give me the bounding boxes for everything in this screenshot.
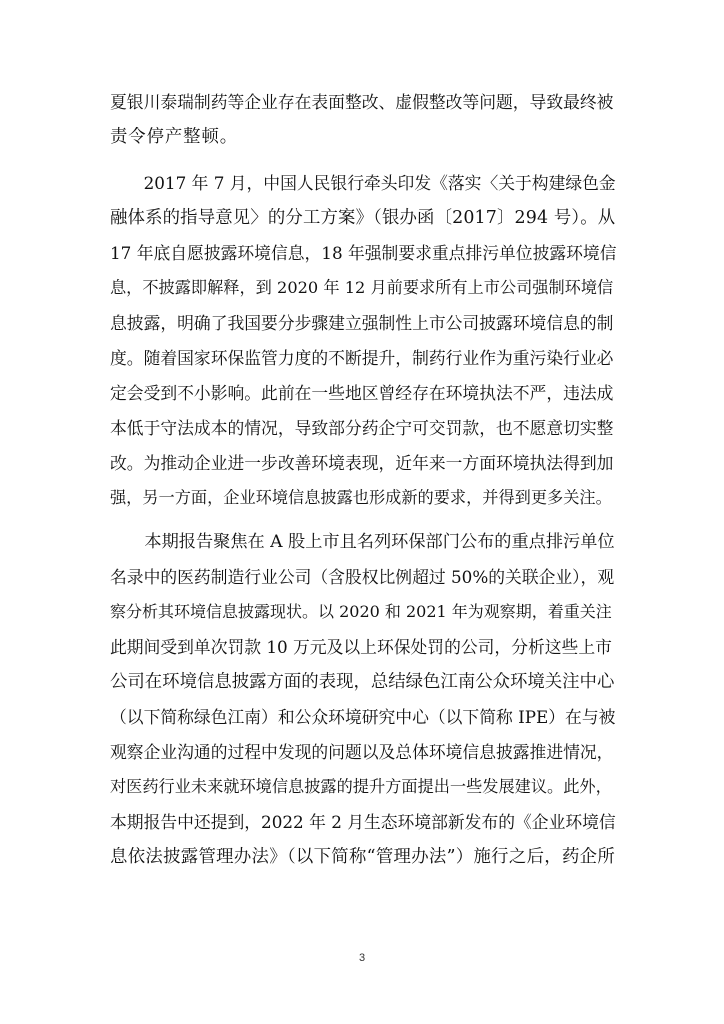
text-line: 强，另一方面，企业环境信息披露也形成新的要求，并得到更多关注。 xyxy=(110,488,612,507)
text-line: 本低于守法成本的情况，导致部分药企宁可交罚款，也不愿意切实整 xyxy=(110,418,614,438)
text-line: 17 年底自愿披露环境信息，18 年强制要求重点排污单位披露环境信 xyxy=(110,243,617,263)
text-line: 2017 年 7 月，中国人民银行牵头印发《落实〈关于构建绿色金 xyxy=(110,173,616,193)
text-line: （以下简称绿色江南）和公众环境研究中心（以下简称 IPE）在与被 xyxy=(110,707,616,727)
text-line: 名录中的医药制造行业公司（含股权比例超过 50%的关联企业），观 xyxy=(110,567,615,587)
text-line: 息披露，明确了我国要分步骤建立强制性上市公司披露环境信息的制 xyxy=(110,313,614,333)
text-line: 息，不披露即解释，到 2020 年 12 月前要求所有上市公司强制环境信 xyxy=(110,278,614,297)
text-line: 夏银川泰瑞制药等企业存在表面整改、虚假整改等问题，导致最终被 xyxy=(110,92,614,112)
text-line: 本期报告中还提到，2022 年 2 月生态环境部新发布的《企业环境信 xyxy=(110,812,616,832)
text-line: 察分析其环境信息披露现状。以 2020 和 2021 年为观察期，着重关注 xyxy=(110,602,612,621)
text-line: 改。为推动企业进一步改善环境表现，近年来一方面环境执法得到加 xyxy=(110,453,614,473)
text-line: 定会受到不小影响。此前在一些地区曾经存在环境执法不严，违法成 xyxy=(110,383,614,403)
text-line: 此期间受到单次罚款 10 万元及以上环保处罚的公司，分析这些上市 xyxy=(110,637,612,657)
page-number: 3 xyxy=(358,952,366,964)
text-line: 融体系的指导意见〉的分工方案》（银办函〔2017〕294 号）。从 xyxy=(110,208,616,228)
text-line: 息依法披露管理办法》（以下简称“管理办法”）施行之后，药企所 xyxy=(110,847,616,867)
text-line: 公司在环境信息披露方面的表现，总结绿色江南公众环境关注中心 xyxy=(110,672,615,692)
text-line: 本期报告聚焦在 A 股上市且名列环保部门公布的重点排污单位 xyxy=(110,532,615,552)
text-line: 责令停产整顿。 xyxy=(110,127,239,147)
text-line: 观察企业沟通的过程中发现的问题以及总体环境信息披露推进情况， xyxy=(110,742,614,762)
text-line: 度。随着国家环保监管力度的不断提升，制药行业作为重污染行业必 xyxy=(110,348,614,368)
text-line: 对医药行业未来就环境信息披露的提升方面提出一些发展建议。此外， xyxy=(110,777,612,796)
